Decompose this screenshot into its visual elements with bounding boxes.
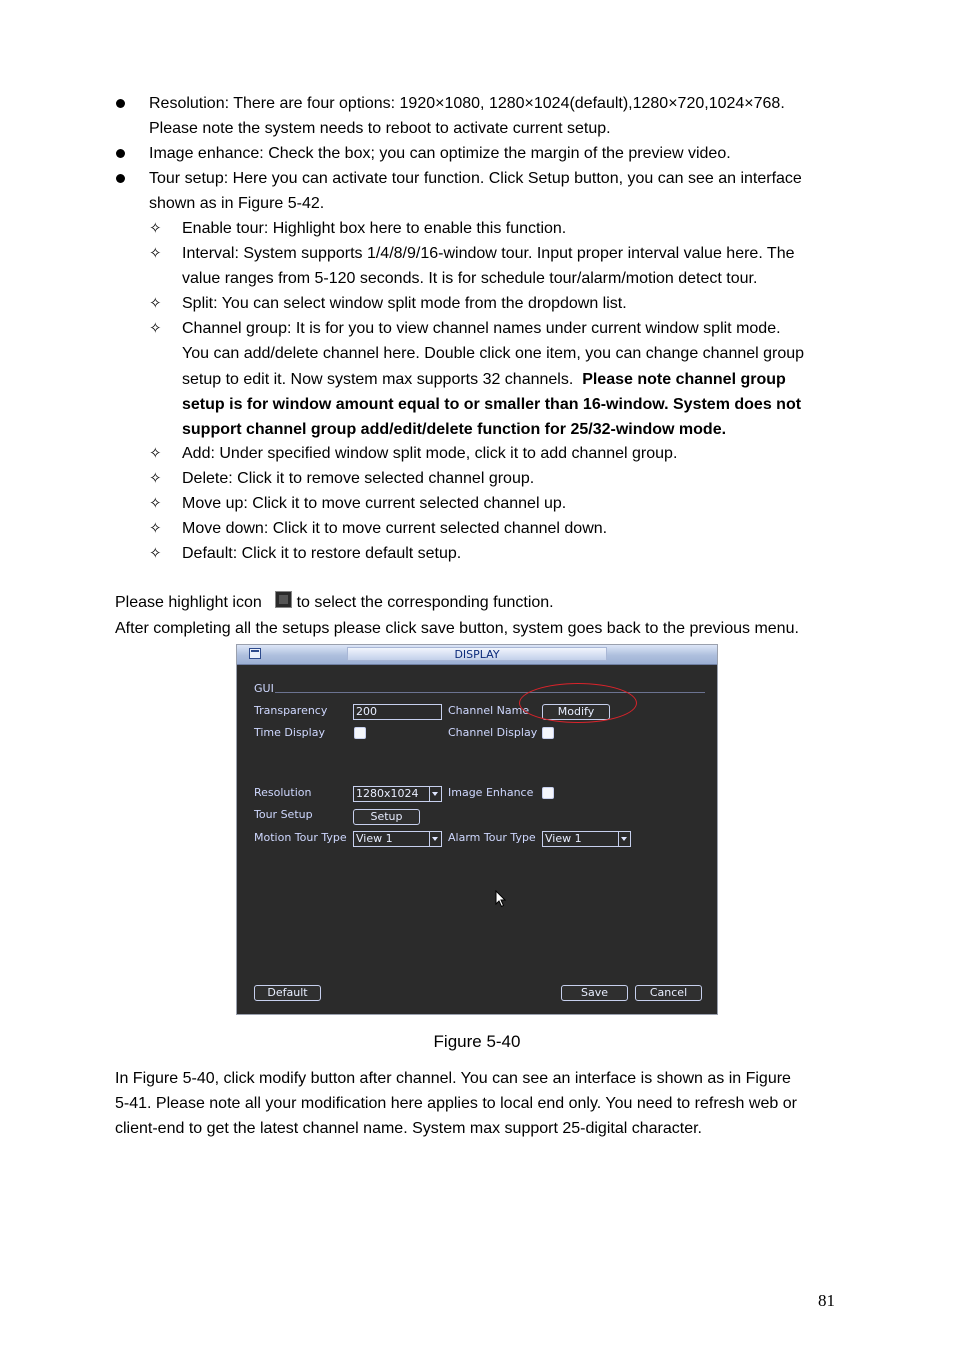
star-bullet-icon: ✧	[149, 494, 162, 512]
window-icon	[249, 648, 261, 659]
highlight-ring	[519, 683, 637, 723]
bullet-dot	[116, 99, 125, 108]
after-completing-line: After completing all the setups please click save button, system goes back to the previous menu.	[115, 620, 799, 637]
image-enhance-label: Image Enhance	[448, 786, 534, 799]
resolution-line-2: Please note the system needs to reboot to activate current setup.	[149, 120, 611, 137]
highlight-text-a: Please highlight icon	[115, 594, 262, 611]
gui-divider	[275, 692, 705, 693]
tour-setup-line-2: shown as in Figure 5-42.	[149, 195, 325, 212]
tour-setup-label: Tour Setup	[254, 808, 313, 821]
interval-line-1: Interval: System supports 1/4/8/9/16-window tour. Input proper interval value here. The	[182, 245, 795, 262]
star-bullet-icon: ✧	[149, 444, 162, 462]
closing-line-2: 5-41. Please note all your modification here applies to local end only. You need to refresh web or	[115, 1095, 797, 1112]
bullet-dot	[116, 174, 125, 183]
highlight-icon	[275, 591, 292, 608]
resolution-line-1: Resolution: There are four options: 1920×1080, 1280×1024(default),1280×720,1024×768.	[149, 95, 785, 112]
tour-setup-line-1: Tour setup: Here you can activate tour function. Click Setup button, you can see an interface	[149, 170, 802, 187]
setup-button[interactable]: Setup	[353, 809, 420, 825]
gui-section-label: GUI	[254, 682, 274, 695]
highlight-text-b: to select the corresponding function.	[296, 594, 554, 611]
star-bullet-icon: ✧	[149, 469, 162, 487]
dialog-title: DISPLAY	[347, 647, 607, 661]
bullet-dot	[116, 149, 125, 158]
resolution-label: Resolution	[254, 786, 312, 799]
alarm-tour-label: Alarm Tour Type	[448, 831, 536, 844]
channel-group-line-1: Channel group: It is for you to view channel names under current window split mode.	[182, 320, 781, 337]
channel-display-checkbox[interactable]	[542, 727, 554, 739]
star-bullet-icon: ✧	[149, 219, 162, 237]
motion-tour-value: View 1	[356, 832, 393, 845]
channel-display-label: Channel Display	[448, 726, 538, 739]
motion-tour-label: Motion Tour Type	[254, 831, 347, 844]
transparency-label: Transparency	[254, 704, 328, 717]
channel-group-line-3	[182, 367, 786, 392]
enable-tour-line: Enable tour: Highlight box here to enable this function.	[182, 220, 567, 237]
closing-line-3: client-end to get the latest channel name. System max support 25-digital character.	[115, 1120, 702, 1137]
dropdown-arrow-icon[interactable]	[618, 832, 630, 846]
save-button[interactable]: Save	[561, 985, 628, 1001]
split-line: Split: You can select window split mode from the dropdown list.	[182, 295, 627, 312]
closing-line-1: In Figure 5-40, click modify button after channel. You can see an interface is shown as in Figure	[115, 1070, 791, 1087]
delete-line: Delete: Click it to remove selected channel group.	[182, 470, 535, 487]
channel-group-line-2: You can add/delete channel here. Double click one item, you can change channel group	[182, 345, 805, 362]
channel-group-line-4: setup is for window amount equal to or smaller than 16-window. System does not	[182, 396, 802, 413]
star-bullet-icon: ✧	[149, 244, 162, 262]
resolution-value: 1280x1024	[356, 787, 419, 800]
alarm-tour-value: View 1	[545, 832, 582, 845]
channel-group-text: setup to edit it. Now system max supports 32 channels.	[182, 371, 574, 388]
mouse-cursor-icon	[495, 890, 507, 908]
interval-line-2: value ranges from 5-120 seconds. It is for schedule tour/alarm/motion detect tour.	[182, 270, 758, 287]
page-number: 81	[818, 1291, 835, 1310]
image-enhance-checkbox[interactable]	[542, 787, 554, 799]
channel-group-note: Please note channel group	[582, 371, 786, 388]
dropdown-arrow-icon[interactable]	[429, 787, 441, 801]
channel-name-label: Channel Name	[448, 704, 530, 717]
move-down-line: Move down: Click it to move current selected channel down.	[182, 520, 608, 537]
add-line: Add: Under specified window split mode, click it to add channel group.	[182, 445, 678, 462]
dialog-title-bar	[237, 645, 717, 665]
default-line: Default: Click it to restore default setup.	[182, 545, 462, 562]
display-dialog	[236, 644, 718, 1015]
star-bullet-icon: ✧	[149, 294, 162, 312]
channel-group-line-5: support channel group add/edit/delete function for 25/32-window mode.	[182, 421, 727, 438]
figure-caption: Figure 5-40	[433, 1032, 521, 1051]
move-up-line: Move up: Click it to move current selected channel up.	[182, 495, 567, 512]
image-enhance-line: Image enhance: Check the box; you can optimize the margin of the preview video.	[149, 145, 731, 162]
modify-button[interactable]: Modify	[542, 704, 610, 720]
transparency-input[interactable]: 200	[353, 704, 442, 720]
dropdown-arrow-icon[interactable]	[429, 832, 441, 846]
resolution-select[interactable]	[353, 786, 442, 802]
star-bullet-icon: ✧	[149, 519, 162, 537]
highlight-line	[115, 590, 554, 615]
alarm-tour-select[interactable]	[542, 831, 631, 847]
cancel-button[interactable]: Cancel	[635, 985, 702, 1001]
time-display-label: Time Display	[254, 726, 325, 739]
time-display-checkbox[interactable]	[354, 727, 366, 739]
motion-tour-select[interactable]	[353, 831, 442, 847]
star-bullet-icon: ✧	[149, 544, 162, 562]
star-bullet-icon: ✧	[149, 319, 162, 337]
default-button[interactable]: Default	[254, 985, 321, 1001]
